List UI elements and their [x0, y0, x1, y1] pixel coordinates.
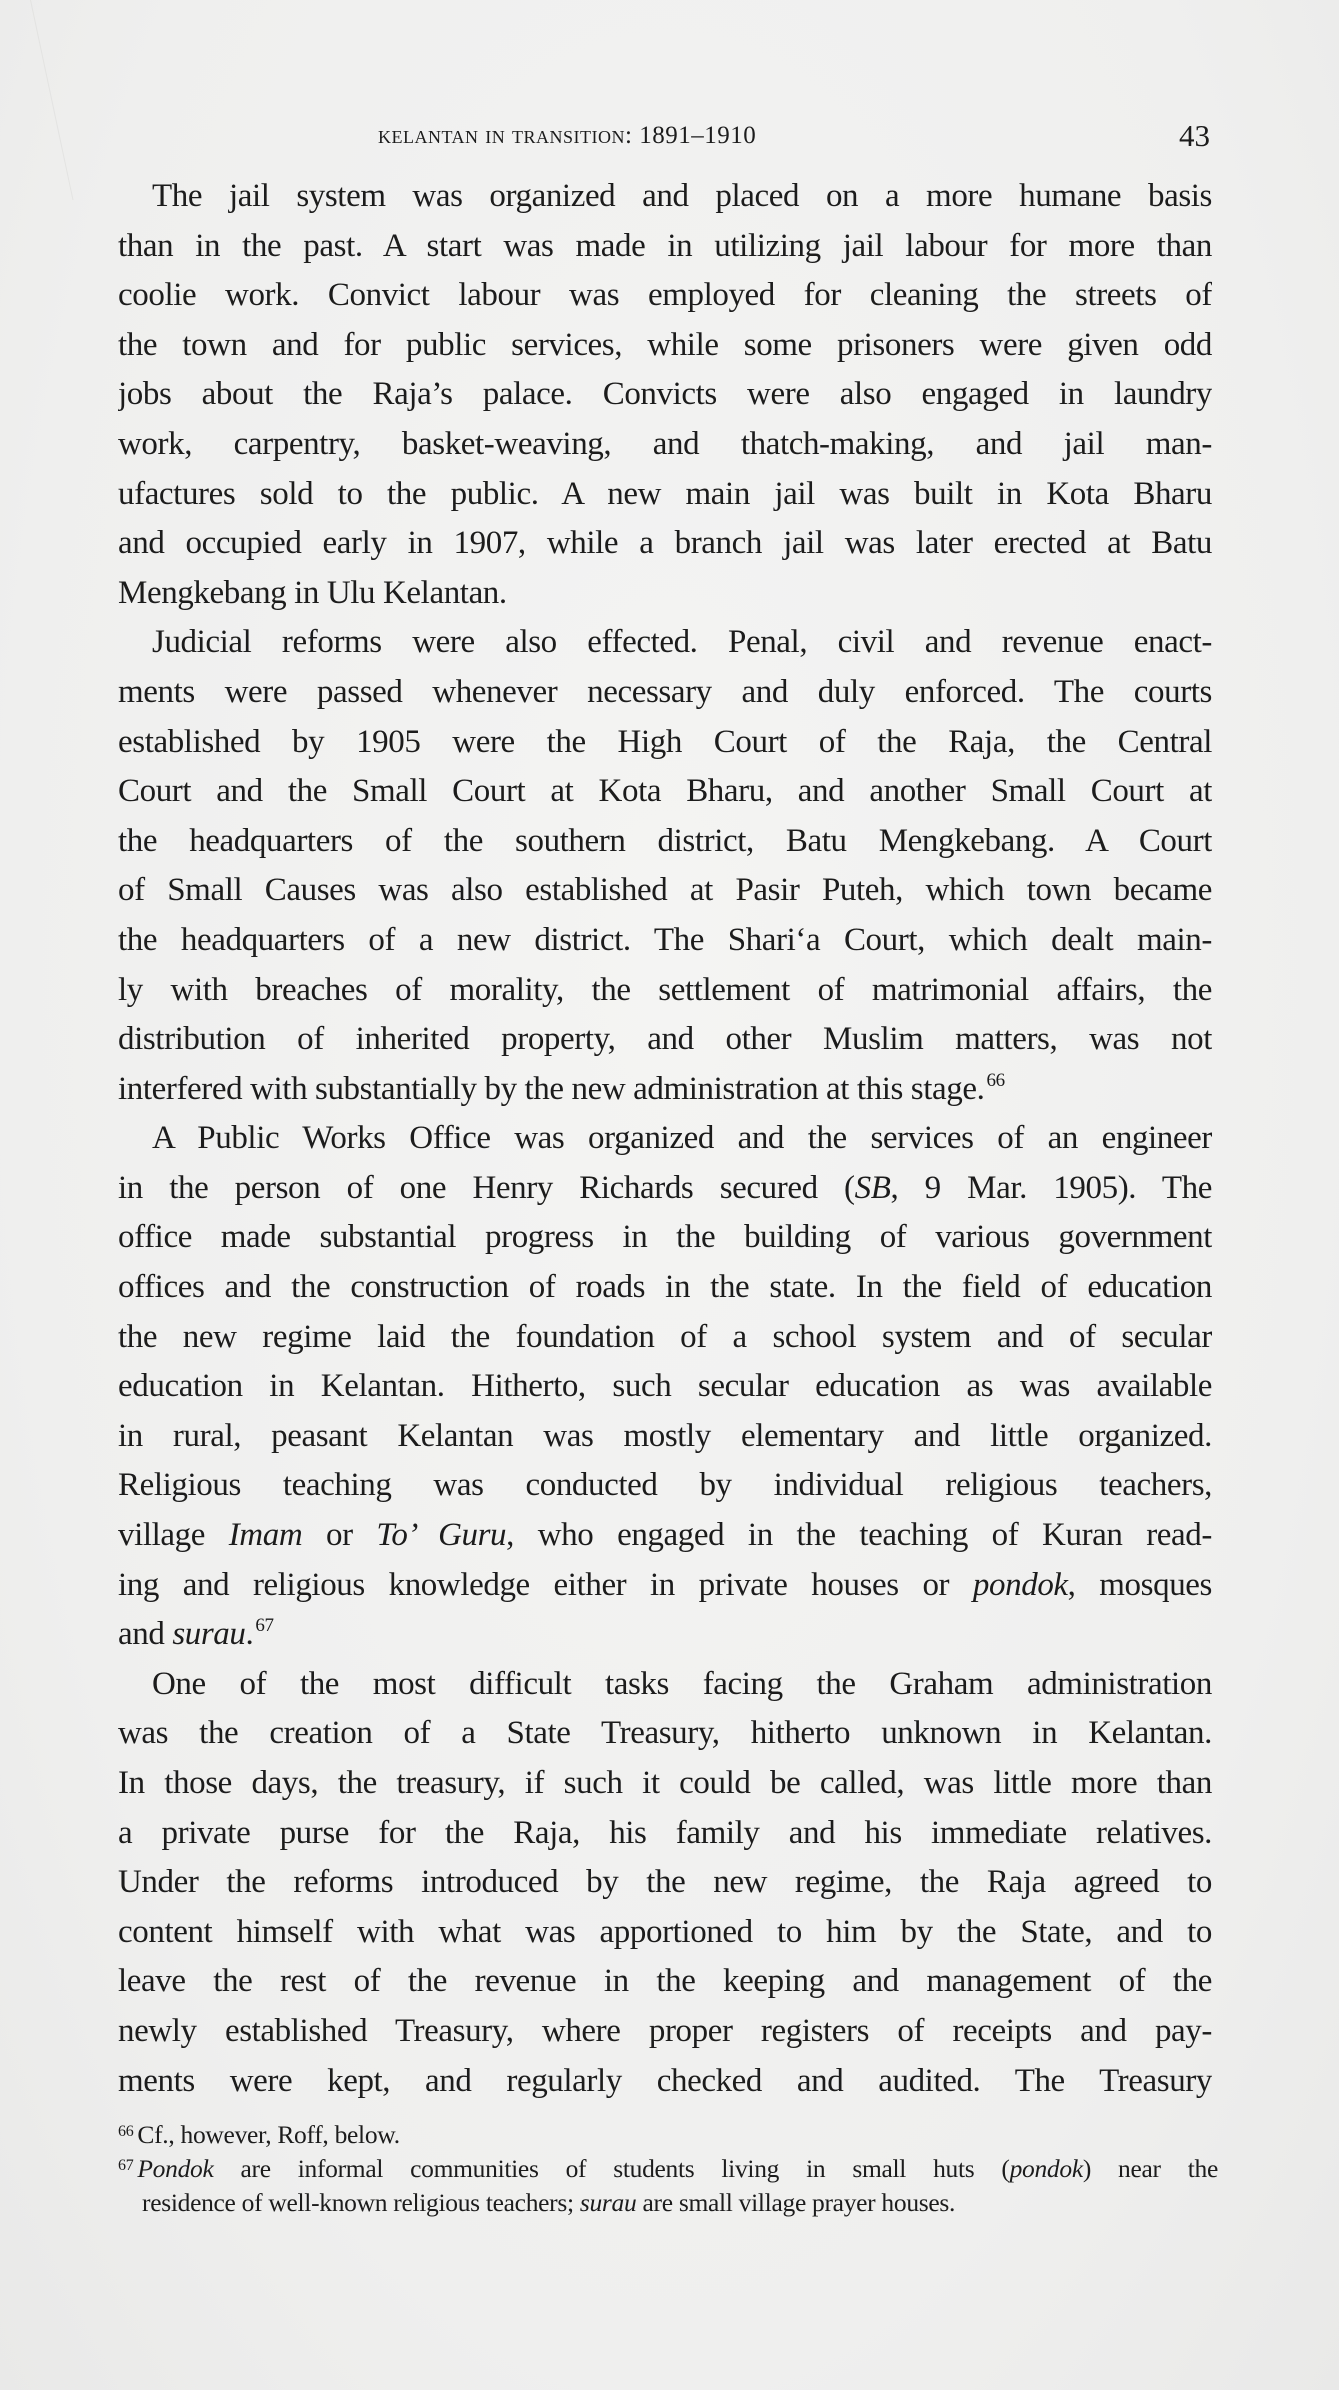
text-line [118, 420, 1212, 470]
line-text: than in the past. A start was made in utilizing jail labour for more than [118, 227, 1212, 264]
line-text: content himself with what was apportioned to him by the State, and to [118, 1913, 1212, 1950]
text-line [118, 172, 1212, 222]
text-line [118, 1263, 1212, 1313]
line-text: . [245, 1616, 254, 1653]
line-text: leave the rest of the revenue in the keeping and management of the [118, 1963, 1212, 2000]
text-line [118, 1759, 1212, 1809]
text-line [118, 2057, 1212, 2107]
line-text: in rural, peasant Kelantan was mostly elementary and little organized. [118, 1417, 1212, 1454]
line-text: ufactures sold to the public. A new main jail was built in Kota Bharu [118, 475, 1212, 512]
running-title [378, 122, 756, 150]
text-line [118, 966, 1212, 1016]
page-number: 43 [1179, 118, 1210, 153]
footnote-number: 66 [118, 2123, 134, 2141]
footnote-text: are small village prayer houses. [636, 2188, 956, 2218]
line-text: education in Kelantan. Hitherto, such secular education as was available [118, 1368, 1212, 1405]
line-text: distribution of inherited property, and other Muslim matters, was not [118, 1021, 1212, 1058]
line-text: newly established Treasury, where proper registers of receipts and pay- [118, 2012, 1212, 2049]
line-text: or [302, 1517, 377, 1554]
text-line [118, 1660, 1212, 1710]
line-text: the town and for public services, while some prisoners were given odd [118, 326, 1212, 363]
text-line [118, 1114, 1212, 1164]
text-line [118, 618, 1212, 668]
line-text: office made substantial progress in the building of various government [118, 1219, 1212, 1256]
line-text: the new regime laid the foundation of a school system and of secular [118, 1318, 1212, 1355]
line-text: and occupied early in 1907, while a branch jail was later erected at Batu [118, 525, 1212, 562]
line-text: In those days, the treasury, if such it could be called, was little more than [118, 1765, 1212, 1801]
line-text: in the person of one Henry Richards secured ( [118, 1169, 855, 1206]
line-text: Under the reforms introduced by the new regime, the Raja agreed to [118, 1864, 1212, 1901]
footnote-text: are informal communities of students living in small huts ( [213, 2154, 1010, 2184]
text-line [118, 1709, 1212, 1759]
italic-term: SB [854, 1169, 891, 1206]
text-line [118, 1561, 1212, 1611]
footnote-66 [118, 2118, 1218, 2152]
line-text: A Public Works Office was organized and the services of an engineer [152, 1120, 1212, 1157]
running-title-colon: : [625, 122, 633, 149]
italic-term: Imam [228, 1517, 303, 1554]
running-head [378, 118, 1210, 158]
line-text: coolie work. Convict labour was employed for cleaning the streets of [118, 277, 1212, 314]
footnote-text: ) near the [1082, 2154, 1218, 2184]
running-title-text: kelantan in transition [378, 122, 626, 149]
line-text: ments were passed whenever necessary and duly enforced. The courts [118, 673, 1212, 710]
line-text: of Small Causes was also established at Pasir Puteh, which town became [118, 872, 1212, 909]
italic-term: To’ Guru [376, 1517, 507, 1554]
text-line [118, 1511, 1212, 1561]
text-line [118, 1213, 1212, 1263]
text-line [118, 1908, 1212, 1958]
text-line [118, 668, 1212, 718]
text-line [118, 866, 1212, 916]
line-text: ing and religious knowledge either in private houses or [118, 1566, 973, 1603]
text-line [118, 1164, 1212, 1214]
footnote-text: Cf., however, Roff, below. [137, 2120, 400, 2150]
text-line [118, 370, 1212, 420]
line-text: a private purse for the Raja, his family and his immediate relatives. [118, 1814, 1212, 1851]
text-line [118, 519, 1212, 569]
footnote-text: residence of well-known religious teachers; [142, 2188, 580, 2218]
footnote-67 [118, 2152, 1218, 2186]
text-line [118, 1362, 1212, 1412]
footnote-67-continued [118, 2186, 1218, 2220]
footnote-italic-term: surau [579, 2188, 637, 2218]
text-line [118, 1858, 1212, 1908]
line-text: village [118, 1517, 229, 1554]
text-line [118, 1313, 1212, 1363]
text-line [118, 569, 1212, 619]
italic-term: pondok [972, 1566, 1068, 1603]
italic-term: surau [172, 1616, 246, 1653]
footnotes [118, 2118, 1218, 2220]
footnote-italic-term: Pondok [137, 2154, 214, 2184]
text-line [118, 817, 1212, 867]
line-text: Mengkebang in Ulu Kelantan. [118, 574, 507, 611]
text-line [118, 1461, 1212, 1511]
line-text: was the creation of a State Treasury, hitherto unknown in Kelantan. [118, 1715, 1212, 1752]
text-line [118, 1412, 1212, 1462]
body-text [118, 172, 1212, 2106]
text-line [118, 2007, 1212, 2057]
line-text: jobs about the Raja’s palace. Convicts were also engaged in laundry [118, 376, 1212, 413]
text-line [118, 767, 1212, 817]
running-title-years: 1891–1910 [639, 122, 757, 149]
line-text: , 9 Mar. 1905). The [890, 1169, 1212, 1206]
line-text: offices and the construction of roads in the state. In the field of education [118, 1269, 1212, 1306]
text-line [118, 1957, 1212, 2007]
line-text: Court and the Small Court at Kota Bharu, and another Small Court at [118, 773, 1212, 810]
line-text: The jail system was organized and placed on a more humane basis [152, 178, 1212, 214]
line-text: One of the most difficult tasks facing the Graham administration [152, 1665, 1212, 1702]
line-text: Judicial reforms were also effected. Penal, civil and revenue enact- [152, 624, 1212, 661]
line-text: the headquarters of the southern district, Batu Mengkebang. A Court [118, 822, 1212, 859]
line-text: the headquarters of a new district. The Shari‘a Court, which dealt main- [118, 921, 1212, 958]
text-line [118, 222, 1212, 272]
footnote-reference[interactable]: 67 [255, 1615, 274, 1637]
text-line [118, 1015, 1212, 1065]
text-line [118, 1065, 1212, 1115]
text-line [118, 271, 1212, 321]
line-text: , who engaged in the teaching of Kuran read- [506, 1517, 1212, 1554]
line-text: , mosques [1067, 1566, 1212, 1603]
text-line [118, 1809, 1212, 1859]
text-line [118, 1610, 1212, 1660]
line-text: established by 1905 were the High Court of the Raja, the Central [118, 723, 1212, 760]
footnote-reference[interactable]: 66 [986, 1069, 1005, 1091]
footnote-number: 67 [118, 2157, 134, 2175]
line-text: ly with breaches of morality, the settlement of matrimonial affairs, the [118, 971, 1212, 1008]
line-text: and [118, 1616, 173, 1653]
line-text: work, carpentry, basket-weaving, and thatch-making, and jail man- [118, 425, 1212, 462]
text-line [118, 470, 1212, 520]
text-line [118, 718, 1212, 768]
line-text: interfered with substantially by the new administration at this stage. [118, 1070, 985, 1107]
line-text: ments were kept, and regularly checked and audited. The Treasury [118, 2062, 1212, 2099]
footnote-italic-term: pondok [1009, 2154, 1083, 2184]
text-line [118, 321, 1212, 371]
line-text: Religious teaching was conducted by individual religious teachers, [118, 1467, 1212, 1504]
text-line [118, 916, 1212, 966]
